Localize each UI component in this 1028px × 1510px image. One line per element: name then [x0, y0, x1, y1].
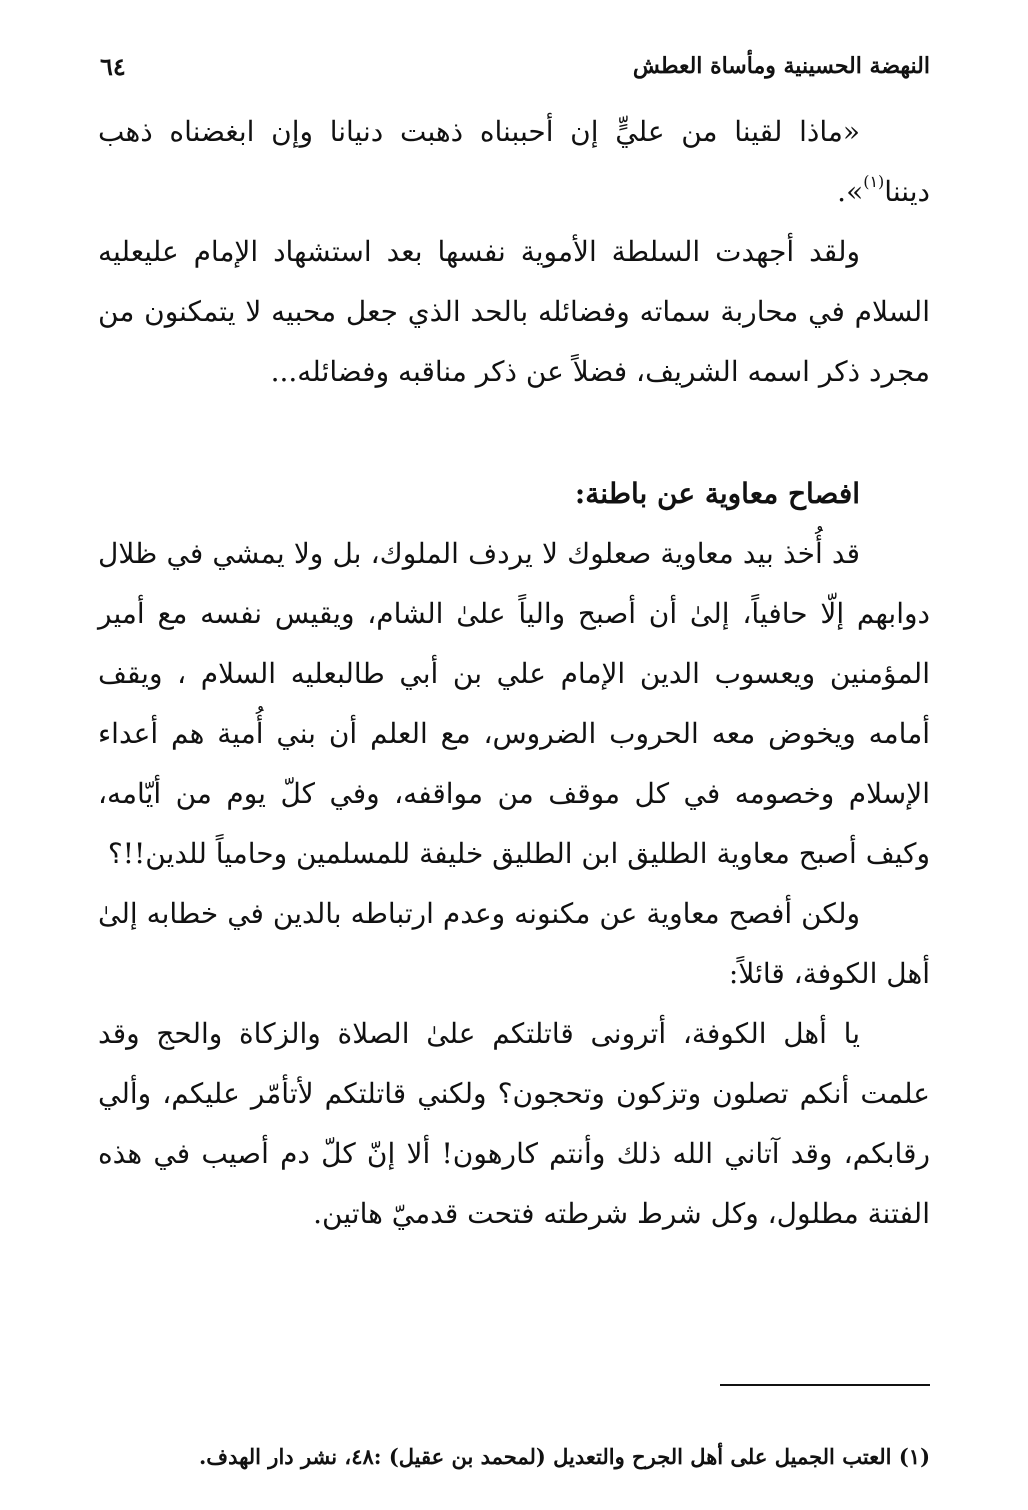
running-title: النهضة الحسينية ومأساة العطش [632, 53, 930, 79]
quote-text: «ماذا لقينا من عليٍّ إن أحببناه ذهبت دنيانا وإن ابغضناه ذهب ديننا [98, 115, 930, 208]
footnote-reference: (١) [863, 172, 885, 191]
running-head [100, 46, 930, 86]
footnote-divider [720, 1384, 930, 1386]
footnote: (١) العتب الجميل على أهل الجرح والتعديل (لمحمد بن عقيل) :٤٨، نشر دار الهدف. [198, 1444, 930, 1469]
page-number: ٦٤ [100, 51, 126, 81]
section-heading: افصاح معاوية عن باطنة: [574, 477, 860, 510]
paragraph-4: يا أهل الكوفة، أترونى قاتلتكم علىٰ الصلاة والزكاة والحج وقد علمت أنكم تصلون وتزكون وتحجون؟ ولكني قاتلتكم لأتأمّر عليكم، وألي رقابكم، وقد آتاني الله ذلك وأنتم كارهون! ألا إنّ كلّ دم أصيب في هذه الفتنة مطلول، وكل شرط شرطته فتحت قدميّ هاتين. [98, 1017, 930, 1230]
quote-paragraph [98, 102, 930, 222]
section-gap [98, 402, 930, 464]
paragraph-3: ولكن أفصح معاوية عن مكنونه وعدم ارتباطه بالدين في خطابه إلىٰ أهل الكوفة، قائلاً: [98, 897, 930, 990]
main-text [98, 102, 930, 1244]
paragraph-2: قد أُخذ بيد معاوية صعلوك لا يردف الملوك، بل ولا يمشي في ظلال دوابهم إلّا حافياً، إلىٰ أن أصبح والياً علىٰ الشام، ويقيس نفسه مع أمير المؤمنين ويعسوب الدين الإمام علي بن أبي طالبعليه السلام ، ويقف أمامه ويخوض معه الحروب الضروس، مع العلم أن بني أُمية هم أعداء الإسلام وخصومه في كل موقف من مواقفه، وفي كلّ يوم من أيّامه، وكيف أصبح معاوية الطليق ابن الطليق خليفة للمسلمين وحامياً للدين!!؟ [98, 537, 930, 870]
paragraph-1: ولقد أجهدت السلطة الأموية نفسها بعد استشهاد الإمام عليعليه السلام في محاربة سماته وفضائله بالحد الذي جعل محبيه لا يتمكنون من مجرد ذكر اسمه الشريف، فضلاً عن ذكر مناقبه وفضائله... [98, 235, 930, 388]
quote-closing: ». [837, 175, 864, 208]
